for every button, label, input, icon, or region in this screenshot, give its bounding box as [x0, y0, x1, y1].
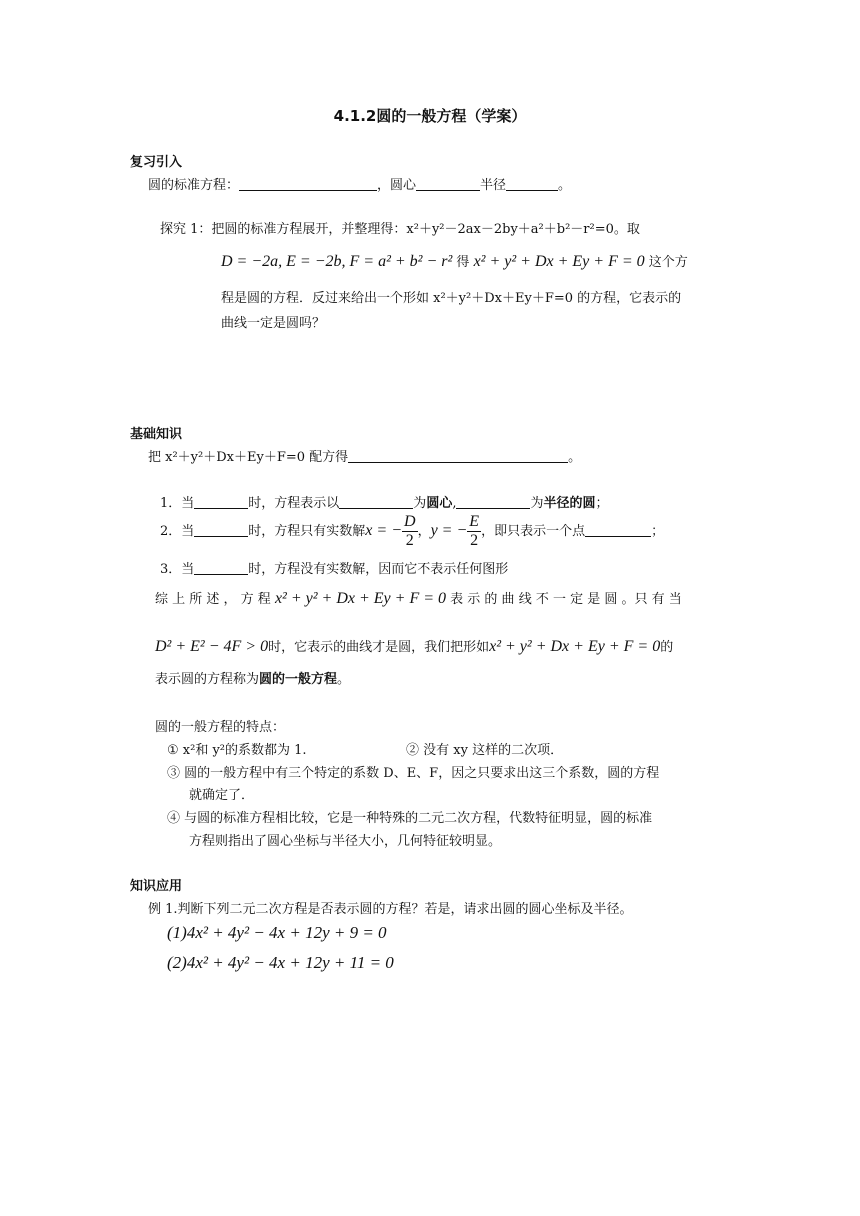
- item2-x-math: x = −: [365, 522, 402, 539]
- item2-sep: ，: [417, 524, 431, 539]
- std-eq-blank[interactable]: [239, 176, 377, 191]
- summary2-a: 时，它表示的曲线才是圆，我们把形如: [268, 640, 490, 655]
- item1-radius-bold: 半径的圆: [543, 496, 596, 511]
- feature-1: ① x²和 y²的系数都为 1.: [167, 743, 307, 758]
- y-frac-num: E: [469, 513, 480, 530]
- item1-a: 1．当: [160, 496, 195, 511]
- item2-point-blank[interactable]: [585, 522, 651, 537]
- item1-radius-blank[interactable]: [456, 494, 530, 509]
- complete-square-end: 。: [568, 450, 582, 465]
- item2-d: ；: [651, 524, 665, 539]
- example-1-equation-2: (2)4x² + 4y² − 4x + 12y + 11 = 0: [167, 953, 394, 972]
- item3-b: 时，方程没有实数解，因而它不表示任何图形: [248, 562, 509, 577]
- item2-cond-blank[interactable]: [194, 522, 248, 537]
- feature-3-line-2: 就确定了．: [189, 788, 255, 803]
- feature-4-line-1: ④ 与圆的标准方程相比较，它是一种特殊的二元二次方程，代数特征明显，圆的标准: [167, 811, 653, 826]
- explore-mid: 得: [452, 255, 474, 270]
- item1-cond-blank[interactable]: [194, 494, 248, 509]
- explore-line-3: 程是圆的方程．反过来给出一个形如 x²＋y²＋Dx＋Ey＋F=0 的方程，它表示的: [221, 291, 682, 306]
- explore-math-1: D = −2a, E = −2b, F = a² + b² − r²: [221, 253, 453, 270]
- item2-x-fraction: [402, 513, 418, 550]
- std-eq-label: 圆的标准方程：: [148, 178, 240, 193]
- item-2: [160, 513, 664, 550]
- page-title: 4.1.2圆的一般方程（学案）: [333, 107, 527, 125]
- summary2-math1: D² + E² − 4F > 0: [155, 638, 269, 655]
- item1-center-blank[interactable]: [339, 494, 413, 509]
- summary3-c: 。: [337, 672, 351, 687]
- item2-a: 2．当: [160, 524, 195, 539]
- item1-center-bold: 圆心: [426, 496, 453, 511]
- summary2-b: 的: [660, 640, 674, 655]
- summary1-math: x² + y² + Dx + Ey + F = 0: [274, 590, 447, 607]
- item2-y-fraction: [467, 513, 481, 550]
- explore-line-4: 曲线一定是圆吗？: [221, 316, 326, 331]
- explore-line-2: [221, 251, 688, 271]
- item1-e: ,: [452, 496, 457, 511]
- feature-4-line-2: 方程则指出了圆心坐标与半径大小，几何特征较明显。: [189, 834, 502, 849]
- complete-square-text: 把 x²＋y²＋Dx＋Ey＋F=0 配方得: [148, 450, 349, 465]
- item1-b: 时，方程表示以: [248, 496, 340, 511]
- x-frac-num: D: [404, 513, 416, 530]
- section-heading-review: 复习引入: [130, 155, 183, 170]
- summary-line-1: [155, 588, 682, 608]
- section-heading-basics: 基础知识: [130, 427, 183, 442]
- summary-line-2: [155, 636, 673, 656]
- item2-y-math: y = −: [430, 522, 468, 539]
- section-heading-application: 知识应用: [130, 879, 183, 894]
- item2-c: ，即只表示一个点: [481, 524, 586, 539]
- feature-2: ② 没有 xy 这样的二次项．: [406, 743, 564, 758]
- standard-equation-line: [148, 174, 571, 193]
- line-end: 。: [558, 178, 572, 193]
- feature-3-line-1: ③ 圆的一般方程中有三个特定的系数 D、E、F，因之只要求出这三个系数，圆的方程: [167, 766, 660, 781]
- summary2-math2: x² + y² + Dx + Ey + F = 0: [489, 638, 661, 655]
- explore-end: 这个方: [644, 255, 688, 270]
- item1-c: 为: [413, 496, 427, 511]
- complete-square-blank[interactable]: [348, 448, 568, 463]
- explore-line-1: 探究 1：把圆的标准方程展开，并整理得：x²＋y²－2ax－2by＋a²＋b²－r²=0。取: [160, 222, 640, 237]
- complete-square-line: [148, 446, 581, 465]
- example-1-question: 例 1.判断下列二元二次方程是否表示圆的方程？若是，请求出圆的圆心坐标及半径。: [148, 902, 633, 917]
- example-1-equation-1: (1)4x² + 4y² − 4x + 12y + 9 = 0: [167, 923, 387, 942]
- summary-line-3: [155, 668, 350, 687]
- radius-blank[interactable]: [506, 176, 558, 191]
- x-frac-den: 2: [405, 532, 414, 549]
- summary1-a: 综 上 所 述 ， 方 程: [155, 592, 275, 607]
- summary3-a: 表示圆的方程称为: [155, 672, 260, 687]
- explore-math-2: x² + y² + Dx + Ey + F = 0: [473, 253, 645, 270]
- item3-cond-blank[interactable]: [194, 560, 248, 575]
- item1-f: 为: [530, 496, 544, 511]
- item2-b: 时，方程只有实数解: [248, 524, 366, 539]
- center-label: ，圆心: [377, 178, 417, 193]
- item1-h: ；: [595, 496, 609, 511]
- item-3: [160, 558, 508, 577]
- radius-label: 半径: [480, 178, 507, 193]
- center-blank[interactable]: [416, 176, 480, 191]
- item-1: [160, 492, 609, 511]
- general-equation-term: 圆的一般方程: [259, 672, 338, 687]
- features-label: 圆的一般方程的特点：: [155, 720, 286, 735]
- y-frac-den: 2: [470, 532, 479, 549]
- summary1-b: 表 示 的 曲 线 不 一 定 是 圆 。只 有 当: [446, 592, 682, 607]
- item3-a: 3．当: [160, 562, 195, 577]
